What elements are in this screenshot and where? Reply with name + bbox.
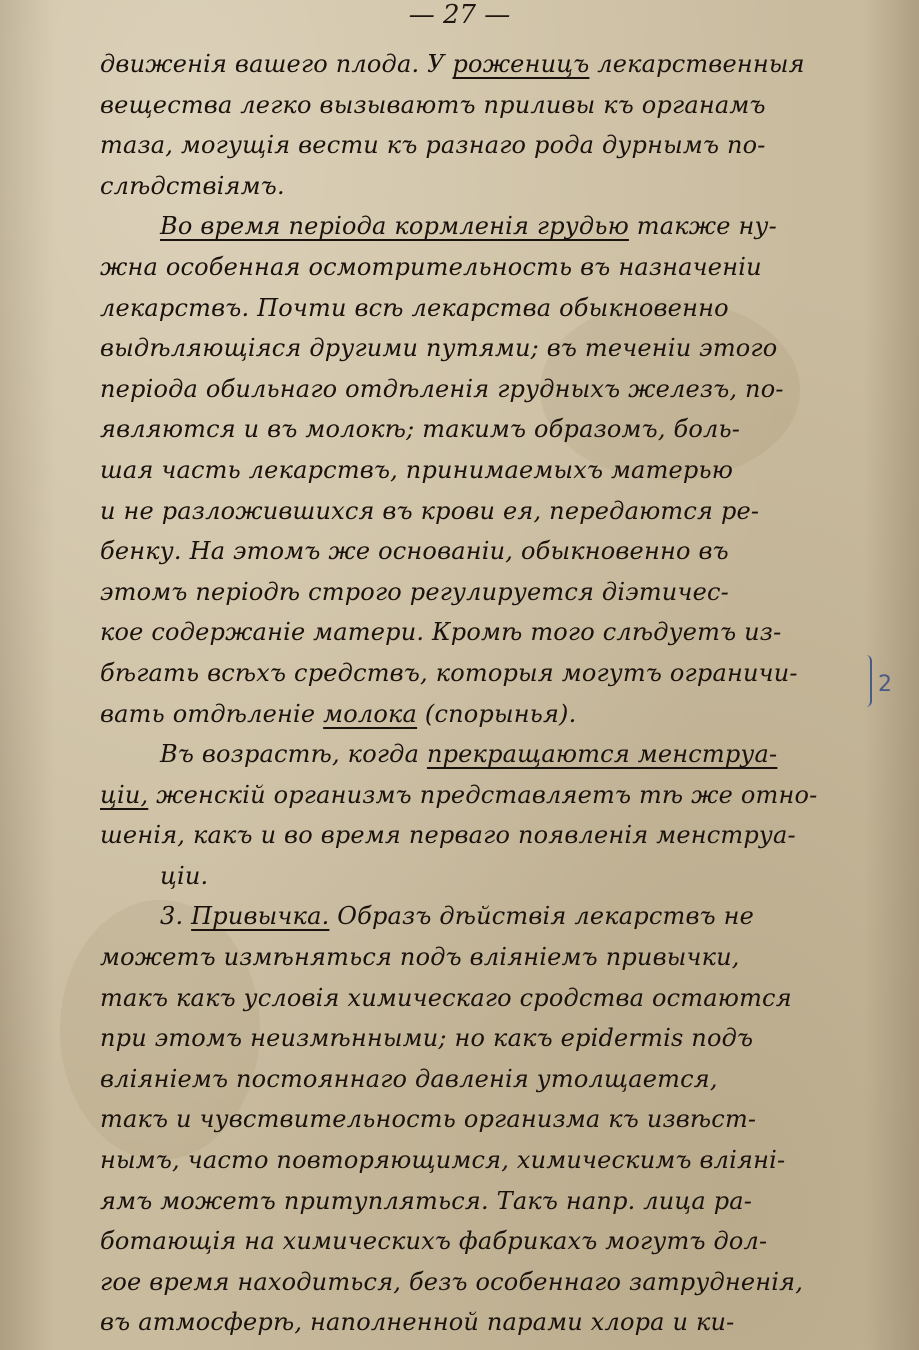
margin-annotation: 2 bbox=[878, 672, 892, 697]
text-segment: ботающія на химическихъ фабрикахъ могутъ дол- bbox=[100, 1227, 768, 1256]
text-line bbox=[100, 85, 870, 126]
text-segment: шая часть лекарствъ, принимаемыхъ матерью bbox=[100, 455, 734, 484]
text-segment: бенку. На этомъ же основаніи, обыкновенно въ bbox=[100, 537, 729, 566]
text-line bbox=[100, 653, 870, 694]
text-segment: такъ и чувствительность организма къ извѣст- bbox=[100, 1105, 757, 1134]
text-line bbox=[100, 44, 870, 85]
margin-bracket bbox=[860, 655, 872, 707]
text-line bbox=[100, 328, 870, 369]
text-segment: при этомъ неизмѣнными; но какъ epidermis подъ bbox=[100, 1024, 754, 1053]
text-line bbox=[100, 369, 870, 410]
text-segment: шенія, какъ и во время перваго появленія менструа- bbox=[100, 821, 796, 850]
text-segment: также ну- bbox=[628, 212, 777, 241]
text-line bbox=[100, 937, 870, 978]
text-line bbox=[100, 1099, 870, 1140]
text-segment: такъ какъ условія химическаго сродства остаются bbox=[100, 983, 792, 1012]
text-line bbox=[100, 166, 870, 207]
text-line bbox=[100, 125, 870, 166]
text-line bbox=[100, 450, 870, 491]
text-segment: вещества легко вызываютъ приливы къ органамъ bbox=[100, 90, 766, 119]
text-line bbox=[100, 409, 870, 450]
underlined-phrase: молока bbox=[323, 699, 418, 728]
handwritten-text-body bbox=[100, 44, 870, 1343]
text-segment: лекарствъ. Почти всѣ лекарства обыкновенно bbox=[100, 293, 729, 322]
text-line bbox=[100, 896, 870, 937]
text-line bbox=[100, 572, 870, 613]
text-segment: ціи. bbox=[160, 861, 209, 890]
text-segment: движенія вашего плода. У bbox=[100, 50, 453, 78]
text-segment: выдѣляющіяся другими путями; въ теченіи этого bbox=[100, 334, 778, 363]
text-segment: (спорынья). bbox=[417, 699, 577, 728]
text-segment: и не разложившихся въ крови ея, передаются ре- bbox=[100, 496, 760, 525]
text-line bbox=[100, 531, 870, 572]
text-segment: 3. bbox=[160, 902, 192, 931]
text-segment: бѣгать всѣхъ средствъ, которыя могутъ ограничи- bbox=[100, 658, 798, 687]
text-segment: въ атмосферѣ, наполненной парами хлора и ки- bbox=[100, 1308, 735, 1337]
text-segment: этомъ періодѣ строго регулируется діэтичес- bbox=[100, 577, 729, 606]
text-segment: являются и въ молокѣ; такимъ образомъ, боль- bbox=[100, 415, 741, 444]
text-line bbox=[100, 1059, 870, 1100]
text-line bbox=[100, 1221, 870, 1262]
underlined-phrase: прекращаются менструа- bbox=[426, 740, 778, 769]
text-line bbox=[100, 288, 870, 329]
text-segment: періода обильнаго отдѣленія грудныхъ железъ, по- bbox=[100, 374, 784, 403]
text-line bbox=[100, 1302, 870, 1343]
text-segment: таза, могущія вести къ разнаго рода дурнымъ по- bbox=[100, 131, 766, 160]
text-segment: кое содержаніе матери. Кромѣ того слѣдуетъ из- bbox=[100, 618, 782, 647]
text-line bbox=[100, 1262, 870, 1303]
text-line bbox=[100, 734, 870, 775]
text-line bbox=[100, 856, 870, 897]
text-line bbox=[100, 815, 870, 856]
text-segment: женскій организмъ представляетъ тѣ же отно- bbox=[148, 780, 818, 809]
text-segment: жна особенная осмотрительность въ назначеніи bbox=[100, 252, 762, 281]
text-line bbox=[100, 1018, 870, 1059]
underlined-phrase: Во время періода кормленія грудью bbox=[160, 212, 629, 241]
text-segment: Образъ дѣйствія лекарствъ не bbox=[329, 902, 755, 931]
text-segment: вать отдѣленіе bbox=[100, 699, 324, 728]
underlined-phrase: ціи, bbox=[100, 780, 149, 809]
page-number: — 27 — bbox=[408, 0, 511, 30]
underlined-phrase: роженицъ bbox=[452, 50, 590, 78]
text-segment: ямъ можетъ притупляться. Такъ напр. лица ра- bbox=[100, 1186, 753, 1215]
text-segment: слѣдствіямъ. bbox=[100, 171, 285, 200]
text-line bbox=[100, 694, 870, 735]
text-line bbox=[100, 206, 870, 247]
text-line bbox=[100, 491, 870, 532]
text-segment: лекарственныя bbox=[589, 50, 805, 78]
text-line bbox=[100, 612, 870, 653]
text-segment: можетъ измѣняться подъ вліяніемъ привычки, bbox=[100, 943, 740, 972]
text-line bbox=[100, 1181, 870, 1222]
text-line bbox=[100, 247, 870, 288]
text-line bbox=[100, 978, 870, 1019]
text-line bbox=[100, 1140, 870, 1181]
text-segment: гое время находиться, безъ особеннаго затрудненія, bbox=[100, 1267, 804, 1296]
text-segment: нымъ, часто повторяющимся, химическимъ вліяні- bbox=[100, 1146, 786, 1175]
text-segment: вліяніемъ постояннаго давленія утолщается, bbox=[100, 1064, 718, 1093]
underlined-phrase: Привычка. bbox=[191, 902, 330, 931]
text-line bbox=[100, 775, 870, 816]
text-segment: Въ возрастѣ, когда bbox=[160, 740, 427, 769]
